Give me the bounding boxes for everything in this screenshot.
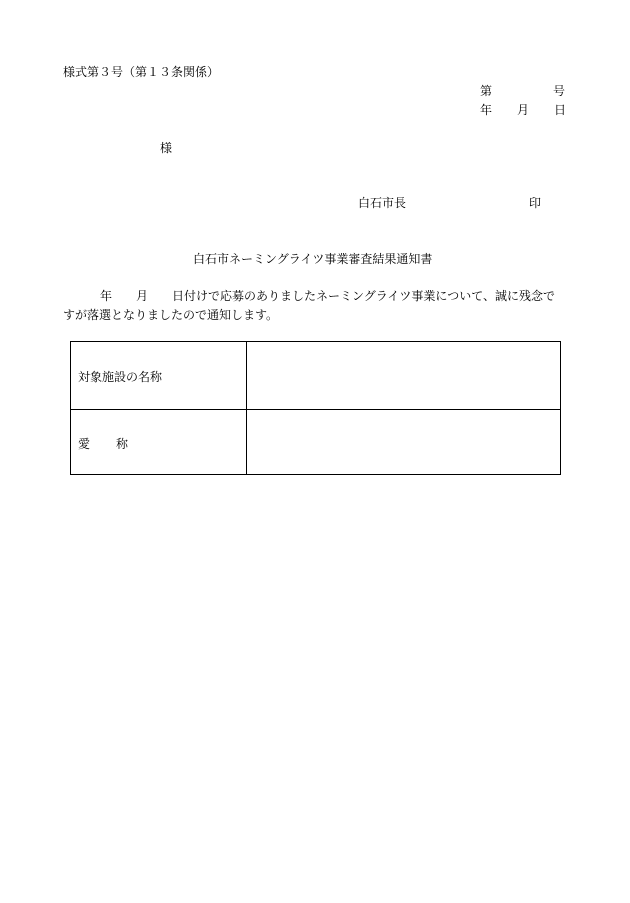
nickname-label (78, 437, 128, 451)
date-year-label: 年 (480, 103, 493, 117)
body-text-line-1 (63, 289, 555, 303)
body-text-line-2: すが落選となりましたので通知します。 (63, 308, 279, 322)
date-day-label: 日 (554, 103, 567, 117)
body-text-continued: 日付けで応募のありましたネーミングライツ事業について、誠に残念で (172, 289, 555, 303)
date-month-label: 月 (517, 103, 530, 117)
issuer-name: 白石市長 (358, 196, 407, 210)
seal-mark: 印 (529, 196, 542, 210)
document-title: 白石市ネーミングライツ事業審査結果通知書 (193, 252, 433, 266)
body-year-label: 年 (100, 289, 113, 303)
nickname-label-part-2: 称 (116, 437, 129, 451)
facility-name-label: 対象施設の名称 (78, 370, 163, 384)
form-number: 様式第３号（第１３条関係） (63, 65, 220, 79)
table-column-divider (246, 342, 247, 474)
facility-info-table (70, 341, 561, 475)
body-month-label: 月 (136, 289, 149, 303)
document-number-prefix: 第 (480, 84, 493, 98)
nickname-label-part-1: 愛 (78, 437, 91, 451)
document-number-suffix: 号 (553, 84, 566, 98)
table-row-divider (71, 409, 560, 410)
addressee-honorific: 様 (160, 141, 173, 155)
